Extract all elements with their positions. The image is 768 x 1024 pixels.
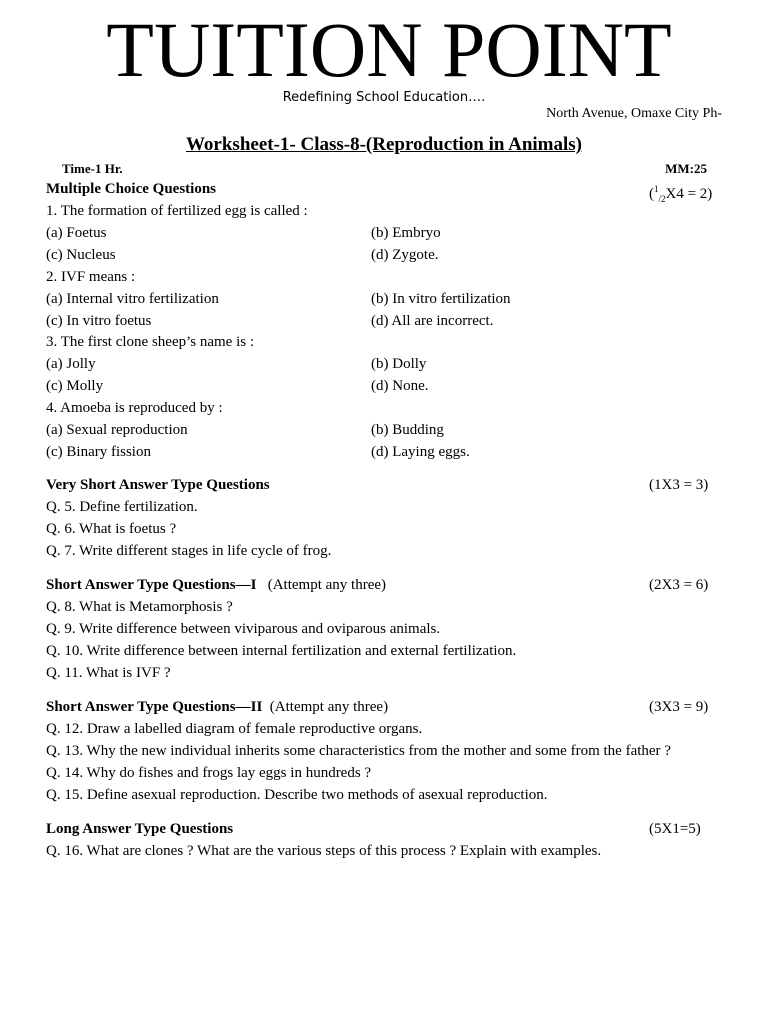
page-title: TUITION POINT	[106, 6, 672, 93]
mcq-heading: Multiple Choice Questions	[46, 181, 217, 197]
option-2d: (d) All are incorrect.	[371, 313, 494, 329]
question-7: Q. 7. Write different stages in life cycle of frog.	[46, 543, 332, 559]
worksheet-title: Worksheet-1- Class-8-(Reproduction in Animals)	[185, 134, 583, 155]
question-8: Q. 8. What is Metamorphosis ?	[46, 599, 233, 615]
question-5: Q. 5. Define fertilization.	[46, 499, 198, 515]
question-3: 3. The first clone sheep’s name is :	[46, 334, 255, 350]
time-label: Time-1 Hr.	[62, 161, 123, 176]
question-1: 1. The formation of fertilized egg is called :	[46, 203, 308, 219]
question-2: 2. IVF means :	[46, 269, 136, 285]
option-4a: (a) Sexual reproduction	[46, 422, 188, 438]
option-3a: (a) Jolly	[46, 356, 96, 372]
max-marks-label: MM:25	[665, 161, 707, 176]
question-14: Q. 14. Why do fishes and frogs lay eggs in hundreds ?	[46, 765, 372, 781]
question-10: Q. 10. Write difference between internal fertilization and external fertilization.	[46, 643, 517, 659]
question-11: Q. 11. What is IVF ?	[46, 665, 171, 681]
vsa-marks: (1X3 = 3)	[649, 477, 709, 493]
sa2-note: (Attempt any three)	[269, 699, 389, 715]
option-1a: (a) Foetus	[46, 225, 107, 241]
la-heading: Long Answer Type Questions	[46, 821, 234, 837]
question-4: 4. Amoeba is reproduced by :	[46, 400, 223, 416]
sa2-marks: (3X3 = 9)	[649, 699, 709, 715]
option-1b: (b) Embryo	[371, 225, 441, 241]
option-3d: (d) None.	[371, 378, 429, 394]
question-15: Q. 15. Define asexual reproduction. Describe two methods of asexual reproduction.	[46, 787, 548, 803]
option-1c: (c) Nucleus	[46, 247, 116, 263]
address: North Avenue, Omaxe City Ph-	[546, 106, 722, 121]
option-2a: (a) Internal vitro fertilization	[46, 291, 219, 307]
sa1-heading-row	[46, 576, 386, 594]
question-13: Q. 13. Why the new individual inherits some characteristics from the mother and some from the father ?	[46, 743, 671, 759]
tagline: Redefining School Education….	[282, 90, 486, 105]
sa1-note: (Attempt any three)	[267, 577, 387, 593]
question-9: Q. 9. Write difference between viviparous and oviparous animals.	[46, 621, 441, 637]
vsa-heading: Very Short Answer Type Questions	[46, 477, 270, 493]
la-marks: (5X1=5)	[649, 821, 701, 837]
question-16: Q. 16. What are clones ? What are the various steps of this process ? Explain with examples.	[46, 843, 602, 859]
sa1-heading: Short Answer Type Questions—I	[46, 577, 257, 593]
sa2-heading-row	[46, 698, 388, 716]
sa2-heading: Short Answer Type Questions—II	[46, 699, 263, 715]
option-4d: (d) Laying eggs.	[371, 444, 470, 460]
question-6: Q. 6. What is foetus ?	[46, 521, 177, 537]
option-2b: (b) In vitro fertilization	[371, 291, 511, 307]
option-2c: (c) In vitro foetus	[46, 313, 152, 329]
option-3c: (c) Molly	[46, 378, 104, 394]
option-1d: (d) Zygote.	[371, 247, 439, 263]
option-4c: (c) Binary fission	[46, 444, 151, 460]
option-4b: (b) Budding	[371, 422, 444, 438]
sa1-marks: (2X3 = 6)	[649, 577, 709, 593]
option-3b: (b) Dolly	[371, 356, 427, 372]
mcq-marks: ($^1_{/2}$X4 = 2)	[649, 184, 713, 204]
question-12: Q. 12. Draw a labelled diagram of female reproductive organs.	[46, 721, 423, 737]
